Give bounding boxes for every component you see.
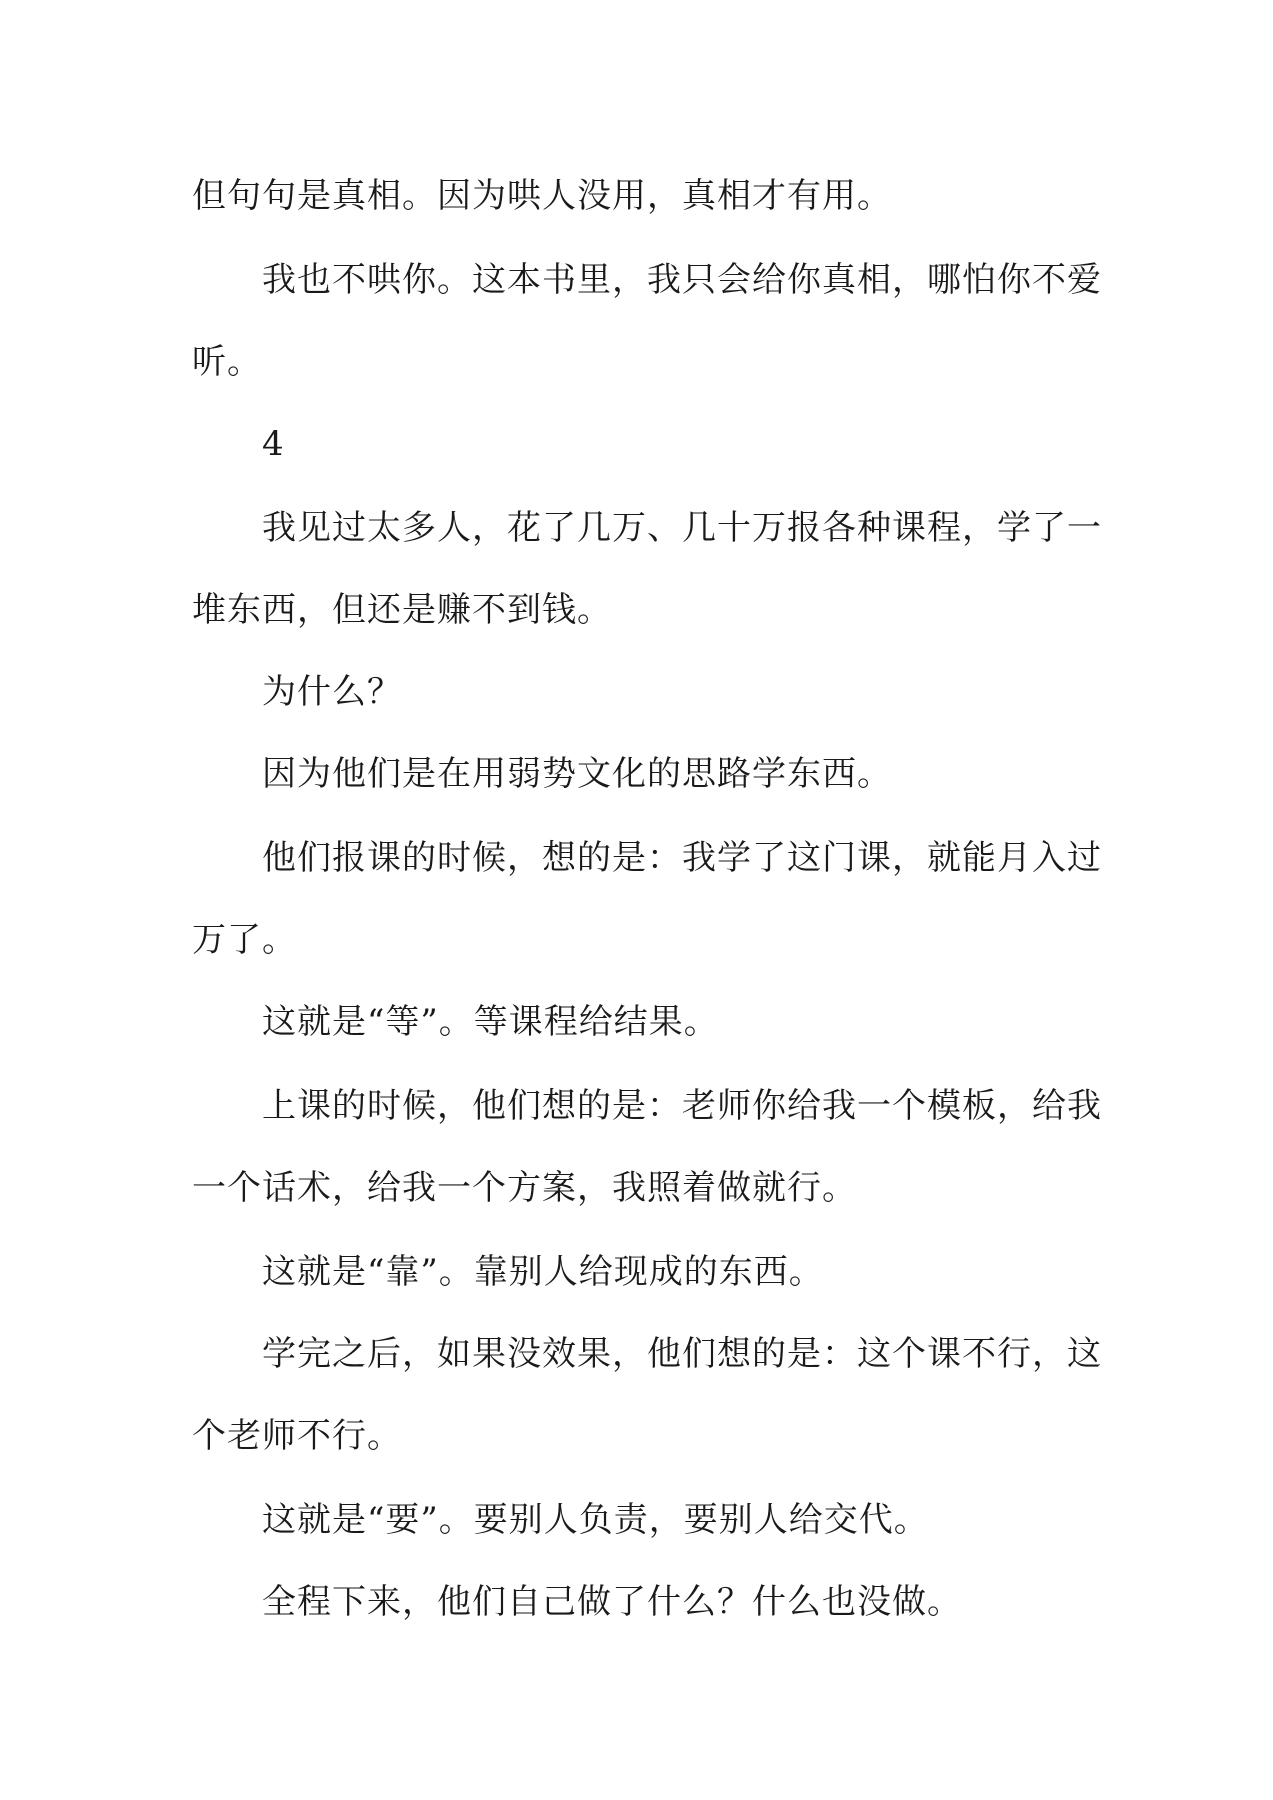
paragraph-line: 这就是“等”。等课程给结果。	[262, 1002, 719, 1042]
paragraph-continuation: 但句句是真相。因为哄人没用，真相才有用。	[192, 176, 892, 216]
paragraph-line: 听。	[192, 342, 262, 382]
paragraph-line: 为什么？	[262, 672, 402, 712]
paragraph-line: 个老师不行。	[192, 1416, 402, 1456]
paragraph-line: 堆东西，但还是赚不到钱。	[192, 590, 612, 630]
paragraph-line: 我也不哄你。这本书里，我只会给你真相，哪怕你不爱	[262, 260, 1102, 300]
paragraph-line: 一个话术，给我一个方案，我照着做就行。	[192, 1168, 857, 1208]
paragraph-line: 他们报课的时候，想的是：我学了这门课，就能月入过	[262, 838, 1102, 878]
paragraph-line: 我见过太多人，花了几万、几十万报各种课程，学了一	[262, 508, 1102, 548]
paragraph-line: 这就是“靠”。靠别人给现成的东西。	[262, 1252, 824, 1292]
paragraph-line: 这就是“要”。要别人负责，要别人给交代。	[262, 1500, 929, 1540]
paragraph-line: 万了。	[192, 920, 297, 960]
paragraph-line: 学完之后，如果没效果，他们想的是：这个课不行，这	[262, 1334, 1102, 1374]
paragraph-line: 全程下来，他们自己做了什么？什么也没做。	[262, 1582, 962, 1622]
paragraph-line: 上课的时候，他们想的是：老师你给我一个模板，给我	[262, 1086, 1102, 1126]
section-number: 4	[262, 424, 285, 464]
paragraph-line: 因为他们是在用弱势文化的思路学东西。	[262, 754, 892, 794]
